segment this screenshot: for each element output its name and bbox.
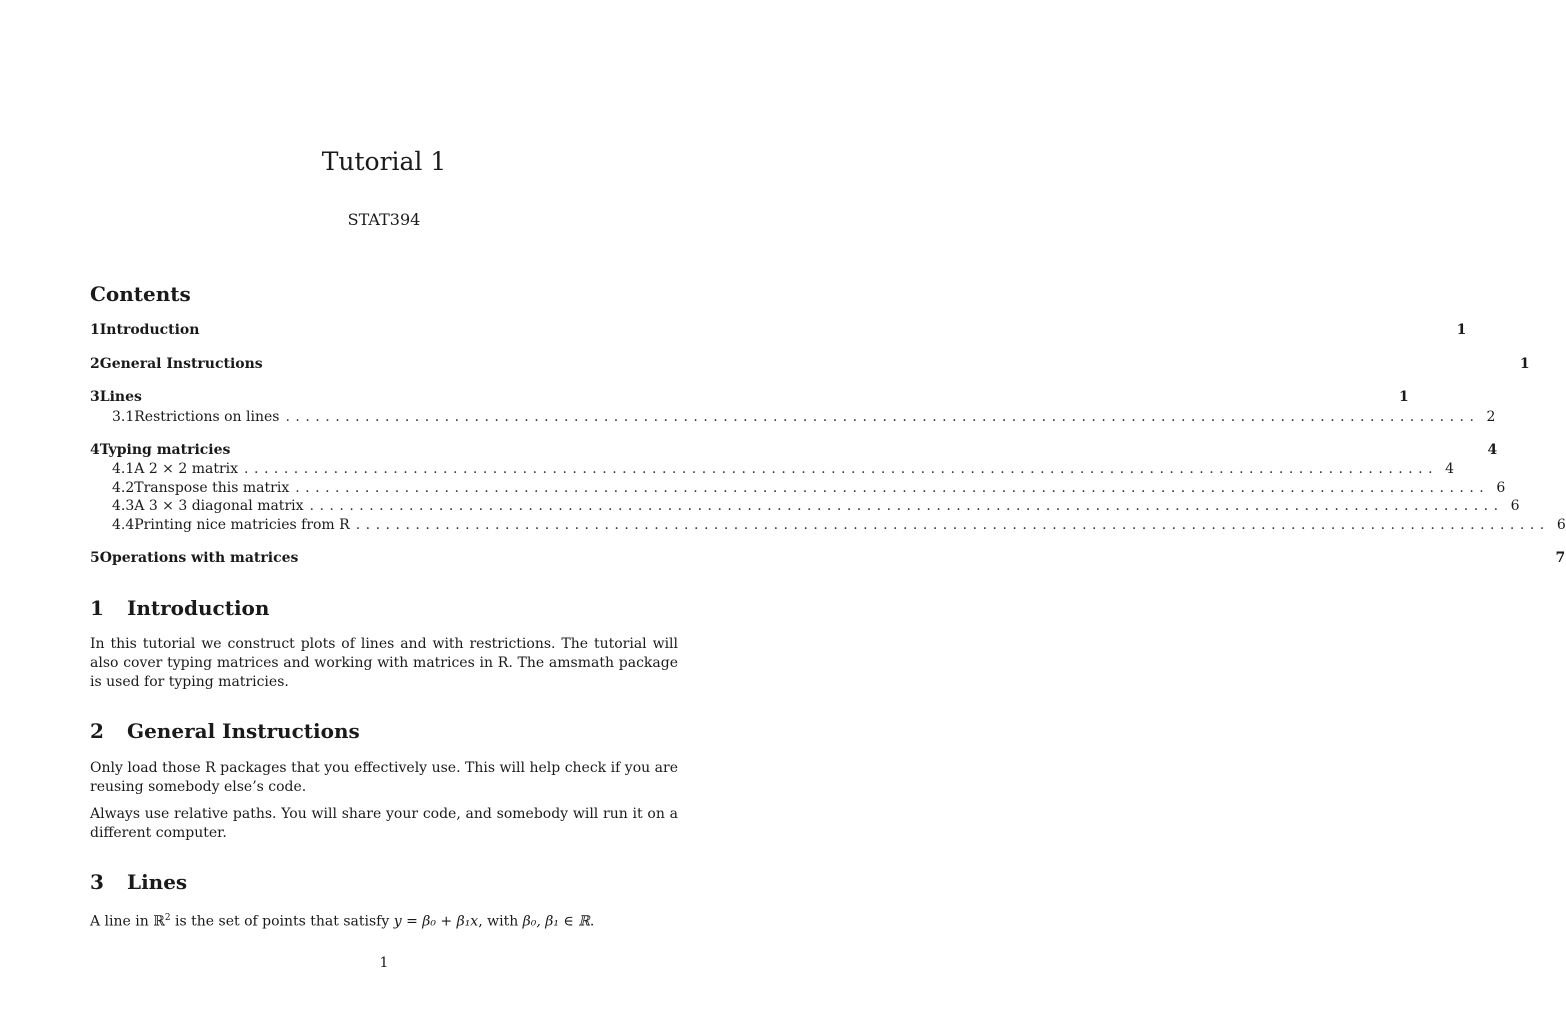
toc-page-number: 6 [1510, 498, 1520, 514]
toc-page-number: 1 [1456, 322, 1467, 338]
toc-number: 4.2 [112, 480, 135, 496]
toc-number: 4 [90, 442, 100, 458]
contents-heading: Contents [90, 282, 191, 306]
section-heading-introduction [90, 595, 269, 621]
toc-leader: ........................................................................................................................ [295, 480, 1490, 496]
toc-number: 2 [90, 356, 100, 372]
toc-title: Lines [99, 389, 142, 405]
toc-page-number: 1 [1399, 389, 1409, 405]
section-heading-lines [90, 869, 187, 895]
toc-title: Introduction [99, 322, 200, 338]
toc-entry-lines[interactable] [90, 387, 1409, 407]
section-heading-general-instructions [90, 718, 360, 744]
toc-number: 3.1 [112, 409, 135, 425]
toc-entry-restrictions-on-lines[interactable] [90, 407, 1496, 427]
toc-title: Restrictions on lines [134, 409, 280, 425]
section-title: Lines [127, 870, 188, 894]
toc-number: 4.1 [112, 461, 135, 477]
toc-title: A 2 × 2 matrix [134, 461, 239, 477]
toc-title: General Instructions [99, 356, 263, 372]
lines-text-end: . [589, 913, 595, 930]
toc-title: Transpose this matrix [134, 480, 290, 496]
toc-page-number: 4 [1487, 442, 1498, 458]
toc-title: Typing matricies [99, 442, 231, 458]
toc-page-number: 6 [1496, 480, 1506, 496]
line-parameters: β₀, β₁ ∈ ℝ [522, 913, 590, 930]
section-number: 1 [90, 596, 104, 620]
toc-number: 5 [90, 550, 100, 566]
toc-number: 1 [90, 322, 100, 338]
toc-entry-typing-matricies[interactable] [90, 440, 1498, 460]
lines-text-mid: is the set of points that satisfy [170, 913, 394, 930]
toc-leader: ........................................................................................................................ [285, 409, 1480, 425]
toc-page-number: 7 [1555, 550, 1566, 566]
toc-entry-operations-with-matrices[interactable] [90, 548, 1566, 568]
lines-text-with: , with [478, 913, 523, 930]
section-title: Introduction [127, 596, 270, 620]
real-space-exponent: 2 [164, 913, 171, 923]
real-space-symbol: ℝ [153, 913, 165, 930]
general-paragraph-1: Only load those R packages that you effectively use. This will help check if you are reusing somebody else’s code. [90, 760, 678, 795]
toc-title: Printing nice matricies from R [134, 517, 350, 533]
toc-entry-2x2-matrix[interactable] [90, 459, 1455, 479]
toc-title: A 3 × 3 diagonal matrix [134, 498, 304, 514]
toc-page-number: 6 [1556, 517, 1566, 533]
toc-entry-3x3-diagonal-matrix[interactable] [90, 496, 1520, 516]
toc-title: Operations with matrices [99, 550, 299, 566]
toc-page-number: 2 [1486, 409, 1496, 425]
lines-paragraph [90, 909, 678, 932]
toc-page-number: 1 [1519, 356, 1530, 372]
toc-number: 4.4 [112, 517, 135, 533]
toc-entry-printing-matricies[interactable] [90, 515, 1566, 535]
section-number: 2 [90, 719, 104, 743]
toc-entry-introduction[interactable] [90, 320, 1467, 340]
page-number: 1 [379, 955, 389, 971]
toc-entry-transpose-matrix[interactable] [90, 478, 1506, 498]
section-number: 3 [90, 870, 104, 894]
toc-leader: ........................................................................................................................ [244, 461, 1439, 477]
document-title: Tutorial 1 [321, 147, 447, 176]
document-author: STAT394 [347, 210, 421, 229]
toc-entry-general-instructions[interactable] [90, 354, 1530, 374]
toc-page-number: 4 [1445, 461, 1455, 477]
toc-number: 3 [90, 389, 100, 405]
general-paragraph-2: Always use relative paths. You will share your code, and somebody will run it on a different computer. [90, 806, 678, 841]
toc-number: 4.3 [112, 498, 135, 514]
toc-leader: ........................................................................................................................ [309, 498, 1504, 514]
toc-leader: ........................................................................................................................ [355, 517, 1550, 533]
section-title: General Instructions [127, 719, 360, 743]
introduction-paragraph: In this tutorial we construct plots of lines and with restrictions. The tutorial will also cover typing matrices and working with matrices in R. The amsmath package is used for typing matricies. [90, 636, 678, 690]
line-equation: y = β₀ + β₁x [393, 913, 479, 930]
lines-text-before: A line in [90, 913, 154, 930]
